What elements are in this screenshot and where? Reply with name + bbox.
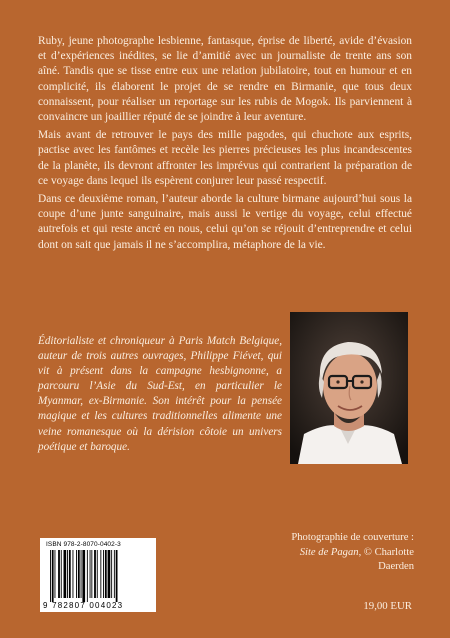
credit-title: Site de Pagan xyxy=(299,546,359,558)
cover-photo-credit xyxy=(282,531,414,575)
synopsis-paragraph-1: Ruby, jeune photographe lesbienne, fantasque, éprise de liberté, avide d’évasion et d’expériences inédites, se lie d’amitié avec un journaliste de trente ans son aîné. Tandis que se tisse entre eux une relation jubilatoire, tout en humour et en complicité, ils élaborent le projet de se rendre en Birmanie, que tous deux connaissent, pour réaliser un reportage sur les rubis de Mogok. Ils parviennent à convaincre un joaillier réputé de se joindre à leur aventure. xyxy=(38,35,412,124)
credit-author: , © Charlotte Daerden xyxy=(358,546,414,572)
price: 19,00 EUR xyxy=(363,600,412,612)
synopsis xyxy=(38,34,412,256)
author-photo xyxy=(290,312,408,464)
author-bio: Éditorialiste et chroniqueur à Paris Match Belgique, auteur de trois autres ouvrages, Philippe Fiévet, qui vit à présent dans la campagne hesbignonne, a parcouru l’Asie du Sud-Est, en particulier le Myanmar, ex-Birmanie. Son intérêt pour la pensée magique et les cultures traditionnelles alimente une veine romanesque où la dérision côtoie un univers poétique et baroque. xyxy=(38,335,282,453)
synopsis-paragraph-3: Dans ce deuxième roman, l’auteur aborde la culture birmane aujourd’hui sous la coupe d’une junte sanguinaire, mais aussi le vertige du voyage, celui effectué autrefois et qui reste ancré en nous, celui qu’on se réjouit d’entreprendre et celui dont on sait que jamais il ne s’accomplira, métaphore de la vie. xyxy=(38,193,412,251)
credit-label: Photographie de couverture : xyxy=(291,532,414,543)
isbn-label: ISBN 978-2-8070-0402-3 xyxy=(46,541,121,548)
barcode-digits: 9 782807 004023 xyxy=(43,601,124,610)
credit-line xyxy=(282,546,414,575)
barcode xyxy=(40,538,156,612)
synopsis-paragraph-2: Mais avant de retrouver le pays des mille pagodes, qui chuchote aux esprits, pactise avec les fantômes et recèle les pierres précieuses les plus incandescentes de la planète, ils devront affronter les imprévus qui contrarient la préparation de ce voyage dans lequel ils espèrent conjurer leur passé respectif. xyxy=(38,129,412,187)
author-portrait-image xyxy=(290,312,408,464)
